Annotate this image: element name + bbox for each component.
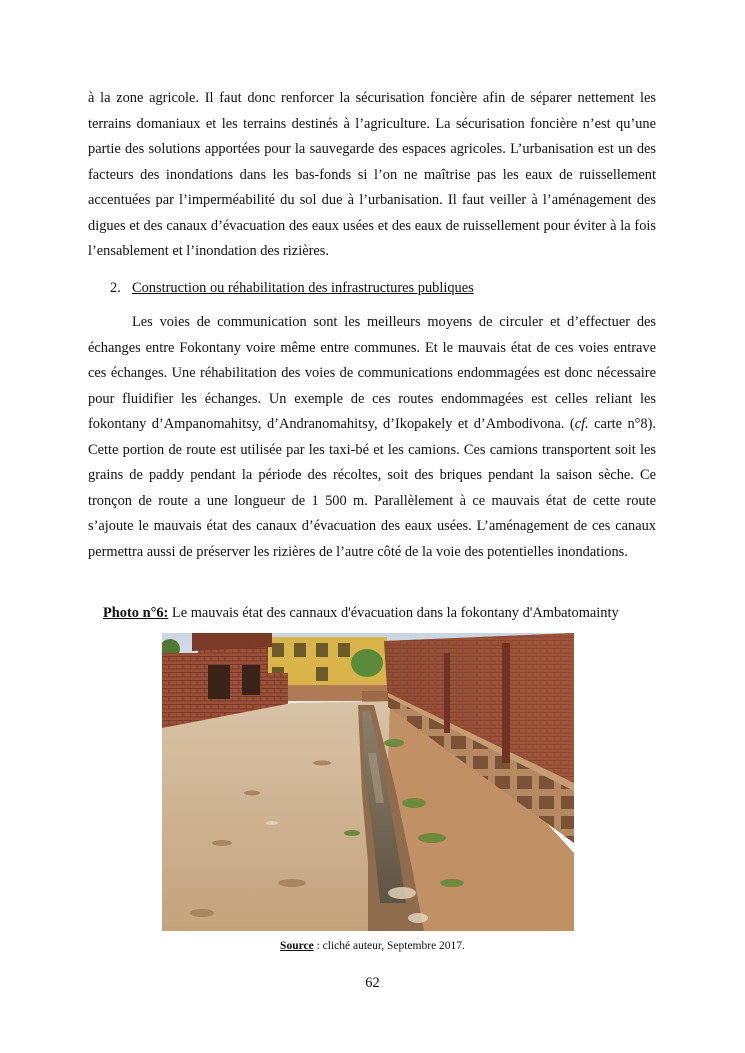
photo-caption-text: Le mauvais état des cannaux d'évacuation dans la fokontany d'Ambatomainty [168, 605, 619, 621]
paragraph-agricultural-zone: à la zone agricole. Il faut donc renforcer la sécurisation foncière afin de séparer nettement les terrains domaniaux et les terrains destinés à l’agriculture. La sécurisation foncière n’est qu’une partie des solutions apportées pour la sauvegarde des espaces agricoles. L’urbanisation est un des facteurs des inondations dans les bas-fonds si l’on ne maîtrise pas les eaux de ruissellement accentuées par l’imperméabilité du sol due à l’urbanisation. Il faut veiller à l’aménagement des digues et des canaux d’évacuation des eaux usées et des eaux de ruissellement pour éviter à la fois l’ensablement et l’inondation des rizières. [88, 90, 656, 259]
cf-abbreviation: cf. [574, 416, 589, 432]
photo-caption [103, 603, 619, 623]
paragraph-communication-roads [88, 310, 656, 565]
source-label: Source [280, 940, 314, 952]
section-number: 2. [110, 280, 121, 296]
page-number: 62 [365, 975, 380, 991]
section-heading [110, 278, 474, 298]
drainage-canal-photo [162, 633, 574, 931]
paragraph2-text-b: carte n°8). Cette portion de route est utilisée par les taxi-bé et les camions. Ces camions transportent soit les grains de paddy pendant la période des récoltes, soit des briques pendant la saison sèche. Ce tronçon de route a une longueur de 1 500 m. Parallèlement à ce mauvais état de cette route s’ajoute le mauvais état des canaux d’évacuation des eaux usées. L’aménagement de ces canaux permettra aussi de préserver les rizières de l’autre côté de la voie des potentielles inondations. [88, 416, 657, 560]
source-text: : cliché auteur, Septembre 2017. [313, 940, 465, 952]
paragraph2-text-a: Les voies de communication sont les meilleurs moyens de circuler et d’effectuer des échanges entre Fokontany voire même entre communes. Et le mauvais état de ces voies entrave ces échanges. Une réhabilitation des voies de communications endommagées est donc nécessaire pour fluidifier les échanges. Un exemple de ces routes endommagées est celles reliant les fokontany d’Ampanomahitsy, d’Andranomahitsy, d’Ikopakely et d’Ambodivona. ( [88, 314, 656, 432]
photo-label: Photo n°6: [103, 605, 169, 621]
photo-source [0, 938, 745, 954]
section-title: Construction ou réhabilitation des infrastructures publiques [132, 280, 474, 296]
